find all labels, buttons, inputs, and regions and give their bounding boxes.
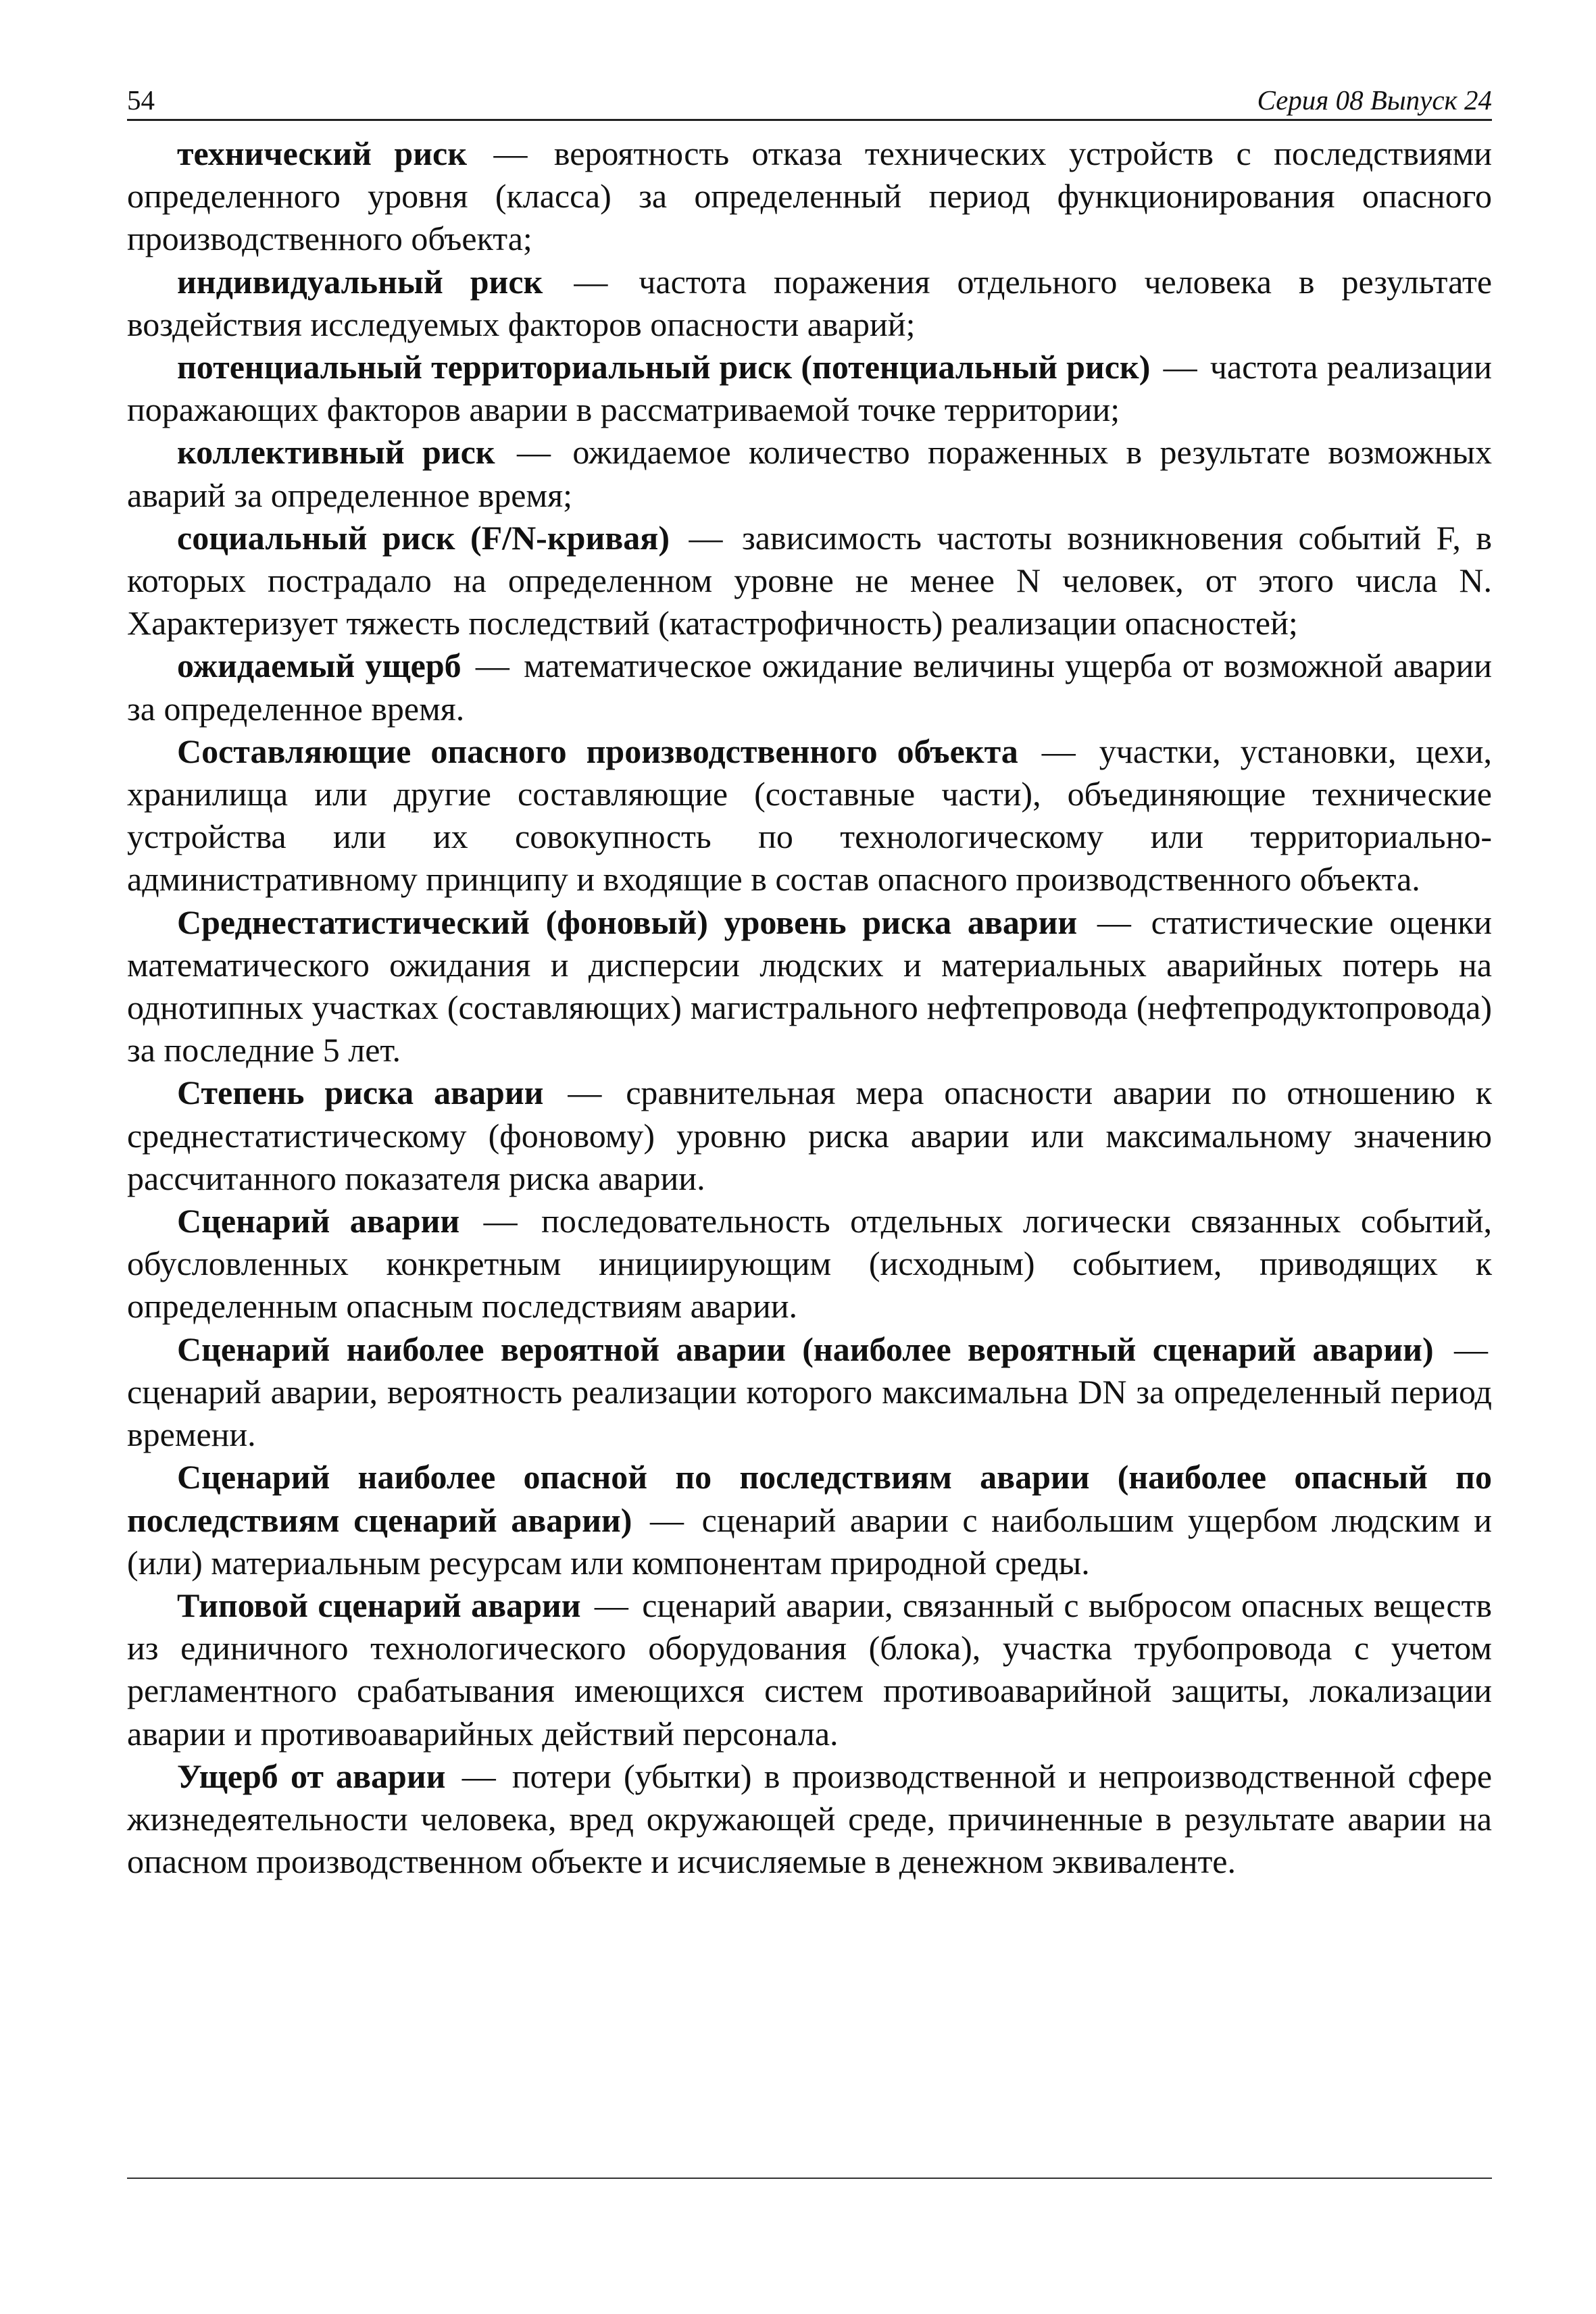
definition-term: Сценарий наиболее вероятной аварии (наиболее вероятный сценарий аварии): [177, 1330, 1434, 1368]
dash-separator: —: [594, 1586, 628, 1624]
definition-text: сценарий аварии, связанный с выбросом опасных веществ из единичного технологического оборудования (блока), участка трубопровода с учетом регламентного срабатывания имеющихся систем противоаварийной защиты, локализации аварии и противоаварийных действий персонала.: [127, 1586, 1492, 1753]
definition-term: Среднестатистический (фоновый) уровень риска аварии: [177, 903, 1078, 941]
definition-paragraph: [127, 261, 1492, 346]
series-label: Серия 08 Выпуск 24: [1257, 84, 1492, 116]
dash-separator: —: [1097, 903, 1131, 941]
dash-separator: —: [1454, 1330, 1488, 1368]
dash-separator: —: [483, 1202, 518, 1240]
dash-separator: —: [462, 1757, 496, 1795]
definition-text: сценарий аварии с наибольшим ущербом людским и (или) материальным ресурсам или компонентам природной среды.: [127, 1501, 1493, 1582]
dash-separator: —: [568, 1074, 602, 1112]
definition-text: потери (убытки) в производственной и непроизводственной сфере жизнедеятельности человека, вред окружающей среде, причиненные в результате аварии на опасном производственном объекте и исчисляемые в денежном эквиваленте.: [127, 1757, 1493, 1881]
definition-text: частота поражения отдельного человека в результате воздействия исследуемых факторов опасности аварий;: [127, 262, 1493, 343]
dash-separator: —: [1041, 732, 1076, 770]
definition-text: вероятность отказа технических устройств с последствиями определенного уровня (класса) за определенный период функционирования опасного производственного объекта;: [127, 134, 1492, 258]
dash-separator: —: [650, 1501, 684, 1539]
definition-paragraph: [127, 730, 1492, 901]
definition-term: Сценарий аварии: [177, 1202, 460, 1240]
definition-paragraph: [127, 132, 1492, 261]
dash-separator: —: [493, 134, 528, 172]
definition-term: Составляющие опасного производственного объекта: [177, 732, 1018, 770]
definition-paragraph: [127, 901, 1492, 1072]
dash-separator: —: [1163, 348, 1197, 386]
page-header: [127, 80, 1492, 120]
document-body: [127, 132, 1492, 1883]
footer-rule: [127, 2178, 1492, 2179]
definition-paragraph: [127, 1072, 1492, 1200]
definition-text: зависимость частоты возникновения событий F, в которых пострадало на определенном уровне не менее N человек, от этого числа N. Характеризует тяжесть последствий (катастрофичность) реализации опасностей;: [127, 518, 1493, 643]
definition-text: статистические оценки математического ожидания и дисперсии людских и материальных аварийных потерь на однотипных участках (составляющих) магистрального нефтепровода (нефтепродуктопровода) за последние 5 лет.: [127, 903, 1492, 1070]
definition-term: социальный риск (F/N-кривая): [177, 518, 670, 557]
definition-paragraph: [127, 1328, 1492, 1457]
definition-term: Сценарий наиболее опасной по последствиям аварии (наиболее опасный по последствиям сценарий аварии): [127, 1458, 1492, 1539]
definition-paragraph: [127, 645, 1492, 730]
dash-separator: —: [689, 518, 723, 557]
definition-text: частота реализации поражающих факторов аварии в рассматриваемой точке территории;: [127, 348, 1493, 429]
page-number: 54: [127, 84, 155, 116]
dash-separator: —: [574, 262, 608, 301]
definition-term: Степень риска аварии: [177, 1074, 544, 1112]
definition-text: сценарий аварии, вероятность реализации которого максимальна DN за определенный период времени.: [127, 1372, 1492, 1454]
definition-paragraph: [127, 431, 1492, 516]
dash-separator: —: [475, 647, 509, 685]
header-rule: [127, 119, 1492, 121]
definition-text: последовательность отдельных логически связанных событий, обусловленных конкретным инициирующим (исходным) событием, приводящих к определенным опасным последствиям аварии.: [127, 1202, 1493, 1326]
definition-term: ожидаемый ущерб: [177, 647, 462, 685]
definition-term: Ущерб от аварии: [177, 1757, 446, 1795]
definition-text: математическое ожидание величины ущерба от возможной аварии за определенное время.: [127, 647, 1493, 728]
dash-separator: —: [516, 433, 551, 472]
definition-paragraph: [127, 1755, 1492, 1884]
definition-text: участки, установки, цехи, хранилища или другие составляющие (составные части), объединяющие технические устройства или их совокупность по технологическому или территориально-административному принципу и входящие в состав опасного производственного объекта.: [127, 732, 1492, 899]
definition-term: индивидуальный риск: [177, 262, 543, 301]
definition-paragraph: [127, 1200, 1492, 1328]
definition-term: технический риск: [177, 134, 468, 172]
definition-term: Типовой сценарий аварии: [177, 1586, 581, 1624]
definition-paragraph: [127, 346, 1492, 431]
definition-paragraph: [127, 1584, 1492, 1755]
definition-text: ожидаемое количество пораженных в результате возможных аварий за определенное время;: [127, 433, 1493, 514]
definition-paragraph: [127, 517, 1492, 645]
definition-term: коллективный риск: [177, 433, 495, 472]
definition-text: сравнительная мера опасности аварии по отношению к среднестатистическому (фоновому) уровню риска аварии или максимальному значению рассчитанного показателя риска аварии.: [127, 1074, 1493, 1197]
definition-term: потенциальный территориальный риск (потенциальный риск): [177, 348, 1151, 386]
definition-paragraph: [127, 1456, 1492, 1584]
